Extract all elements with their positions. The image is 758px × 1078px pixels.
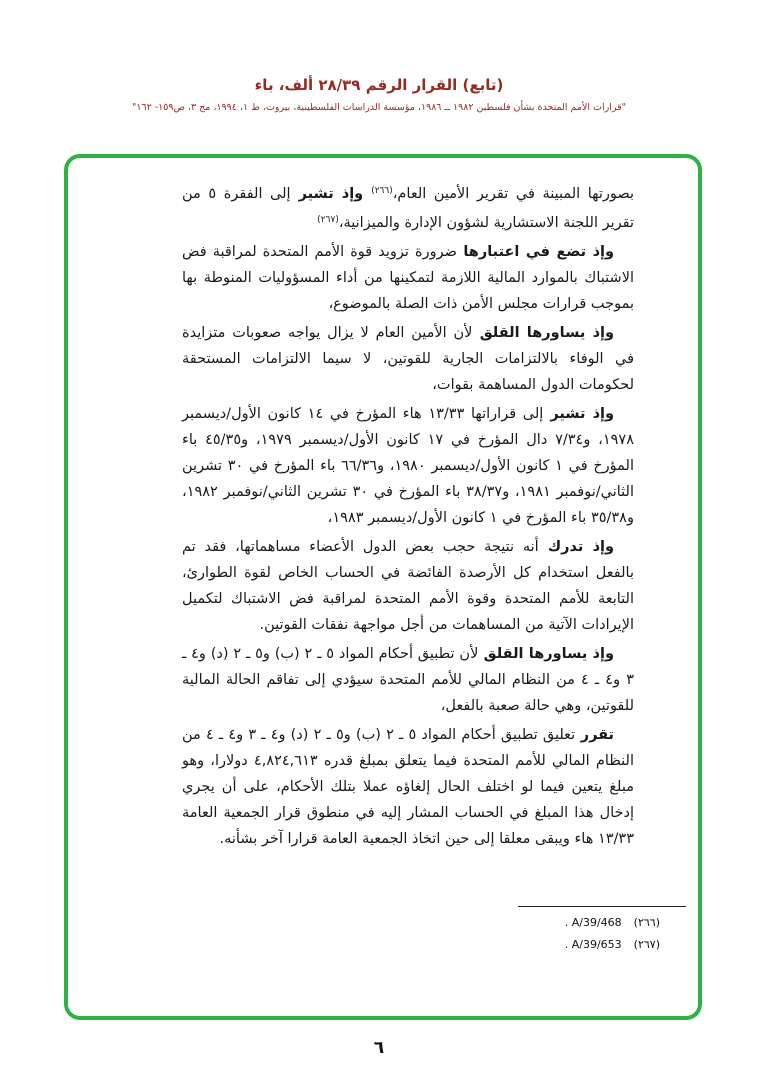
footnotes-divider xyxy=(518,906,686,907)
text-segment: تقرر xyxy=(575,727,615,743)
text-segment: وإذ تشير xyxy=(543,406,614,422)
text-segment: بصورتها المبينة في تقرير الأمين العام، xyxy=(392,186,635,202)
footnote-ref-marker: (٢٦٧) xyxy=(317,215,339,225)
text-segment: إلى الفقرة ٥ من تقرير اللجنة الاستشارية لشؤون الإدارة والميزانية، xyxy=(182,186,634,231)
page-number: ٦ xyxy=(373,1038,385,1058)
content-box xyxy=(64,154,702,1020)
footnote-ref-marker: (٢٦٦) xyxy=(371,186,393,196)
text-segment: لأن تطبيق أحكام المواد ٥ ـ ٢ (ب) و٥ ـ ٢ (د) و٤ ـ ٣ و٤ ـ ٤ من النظام المالي للأمم المتحدة سيؤدي إلى تفاقم الحالة المالية للقوتين، وهي حالة صعبة بالفعل، xyxy=(182,646,634,714)
text-segment: وإذ تضع في اعتبارها xyxy=(456,244,614,260)
text-segment: أنه نتيجة حجب بعض الدول الأعضاء مساهماتها، فقد تم بالفعل استخدام كل الأرصدة الفائضة في الحساب الخاص لقوة الطوارئ، التابعة للأمم المتحدة وقوة الأمم المتحدة لمراقبة فض الاشتباك لتكميل الإيرادات الآتية من المساهمات من أجل مواجهة نفقات القوتين. xyxy=(182,539,634,633)
paragraph xyxy=(182,534,634,638)
resolution-title: (تابع) القرار الرقم ٢٨/٣٩ ألف، باء xyxy=(254,76,504,94)
text-segment: وإذ تشير xyxy=(290,186,372,202)
body-text xyxy=(182,178,634,855)
text-segment: وإذ يساورها القلق xyxy=(472,325,614,341)
footnote-list xyxy=(518,916,686,951)
text-segment: ضرورة تزويد قوة الأمم المتحدة لمراقبة فض الاشتباك بالموارد المالية اللازمة لتمكينها من أداء المسؤوليات المنوطة بها بموجب قرارات مجلس الأمن ذات الصلة بالموضوع، xyxy=(182,244,634,312)
paragraph xyxy=(182,178,634,236)
footnote-row xyxy=(518,916,686,929)
footnote-marker: (٢٦٧) xyxy=(633,938,660,951)
text-segment: وإذ يساورها القلق xyxy=(478,646,614,662)
footnote-row xyxy=(518,938,686,951)
footnote-ref: A/39/653 . xyxy=(564,938,622,951)
footnote-ref: A/39/468 . xyxy=(564,916,622,929)
paragraph xyxy=(182,239,634,317)
page-header xyxy=(0,76,758,113)
paragraph xyxy=(182,401,634,531)
footnotes-section xyxy=(518,906,686,951)
source-citation: "قرارات الأمم المتحدة بشأن فلسطين ١٩٨٢ ــ ١٩٨٦، مؤسسة الدراسات الفلسطينية، بيروت، ط ١، ١٩٩٤، مج ٣، ص١٥٩- ١٦٢" xyxy=(131,102,626,113)
footnote-marker: (٢٦٦) xyxy=(633,916,660,929)
text-segment: لأن الأمين العام لا يزال يواجه صعوبات متزايدة في الوفاء بالالتزامات الجارية للقوتين، لا سيما الالتزامات المستحقة لحكومات الدول المساهمة بقوات، xyxy=(182,325,634,393)
paragraph xyxy=(182,722,634,852)
paragraph xyxy=(182,320,634,398)
text-segment: وإذ تدرك xyxy=(538,539,614,555)
text-segment: إلى قراراتها ١٣/٣٣ هاء المؤرخ في ١٤ كانون الأول/ديسمبر ١٩٧٨، و٧/٣٤ دال المؤرخ في ١٧ كانون الأول/ديسمبر ١٩٧٩، و٤٥/٣٥ باء المؤرخ في ١ كانون الأول/ديسمبر ١٩٨٠، و٦٦/٣٦ باء المؤرخ في ٣٠ تشرين الثاني/نوفمبر ١٩٨١، و٣٨/٣٧ باء المؤرخ في ٣٠ تشرين الثاني/نوفمبر ١٩٨٢، و٣٥/٣٨ باء المؤرخ في ١ كانون الأول/ديسمبر ١٩٨٣، xyxy=(182,406,635,526)
text-segment: تعليق تطبيق أحكام المواد ٥ ـ ٢ (ب) و٥ ـ ٢ (د) و٤ ـ ٣ و٤ ـ ٤ من النظام المالي للأمم المتحدة فيما يتعلق بمبلغ قدره ٤,٨٢٤,٦١٣ دولارا، وهو مبلغ يتعين فيما لو اختلف الحال إلغاؤه عملا بتلك الأحكام، على أن يجري إدخال هذا المبلغ في الحساب المشار إليه في منطوق قرار الجمعية العامة ١٣/٣٣ هاء ويبقى معلقا إلى حين اتخاذ الجمعية العامة قرارا آخر بشأنه. xyxy=(182,727,634,847)
paragraph xyxy=(182,641,634,719)
